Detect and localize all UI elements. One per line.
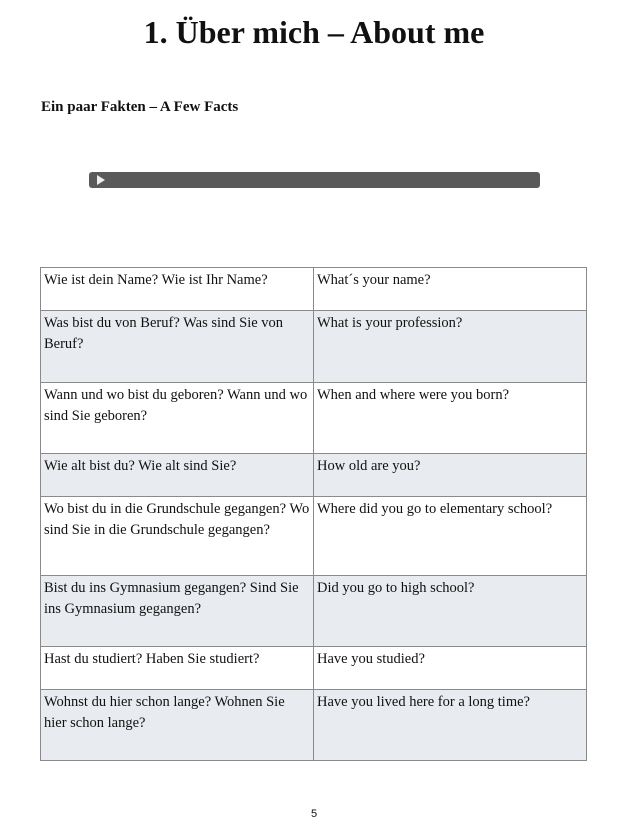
table-row (41, 268, 587, 311)
german-phrase: Wann und wo bist du geboren? Wann und wo sind Sie geboren? (41, 383, 314, 454)
english-phrase: Have you studied? (314, 647, 587, 690)
german-phrase: Wohnst du hier schon lange? Wohnen Sie hier schon lange? (41, 690, 314, 761)
german-phrase: Hast du studiert? Haben Sie studiert? (41, 647, 314, 690)
german-phrase: Wie alt bist du? Wie alt sind Sie? (41, 454, 314, 497)
english-phrase: Did you go to high school? (314, 576, 587, 647)
german-phrase: Bist du ins Gymnasium gegangen? Sind Sie ins Gymnasium gegangen? (41, 576, 314, 647)
english-phrase: How old are you? (314, 454, 587, 497)
table-row (41, 690, 587, 761)
table-row (41, 454, 587, 497)
table-row (41, 576, 587, 647)
english-phrase: What´s your name? (314, 268, 587, 311)
english-phrase: What is your profession? (314, 311, 587, 383)
table-row (41, 647, 587, 690)
german-phrase: Wie ist dein Name? Wie ist Ihr Name? (41, 268, 314, 311)
english-phrase: Where did you go to elementary school? (314, 497, 587, 576)
audio-player[interactable] (89, 172, 540, 188)
german-phrase: Was bist du von Beruf? Was sind Sie von Beruf? (41, 311, 314, 383)
page-title: 1. Über mich – About me (143, 14, 485, 50)
table-row (41, 311, 587, 383)
table-row (41, 497, 587, 576)
play-icon[interactable] (97, 175, 105, 185)
english-phrase: When and where were you born? (314, 383, 587, 454)
phrase-table (40, 267, 587, 761)
german-phrase: Wo bist du in die Grundschule gegangen? Wo sind Sie in die Grundschule gegangen? (41, 497, 314, 576)
page-number: 5 (310, 808, 318, 820)
table-row (41, 383, 587, 454)
section-heading: Ein paar Fakten – A Few Facts (41, 99, 239, 115)
english-phrase: Have you lived here for a long time? (314, 690, 587, 761)
